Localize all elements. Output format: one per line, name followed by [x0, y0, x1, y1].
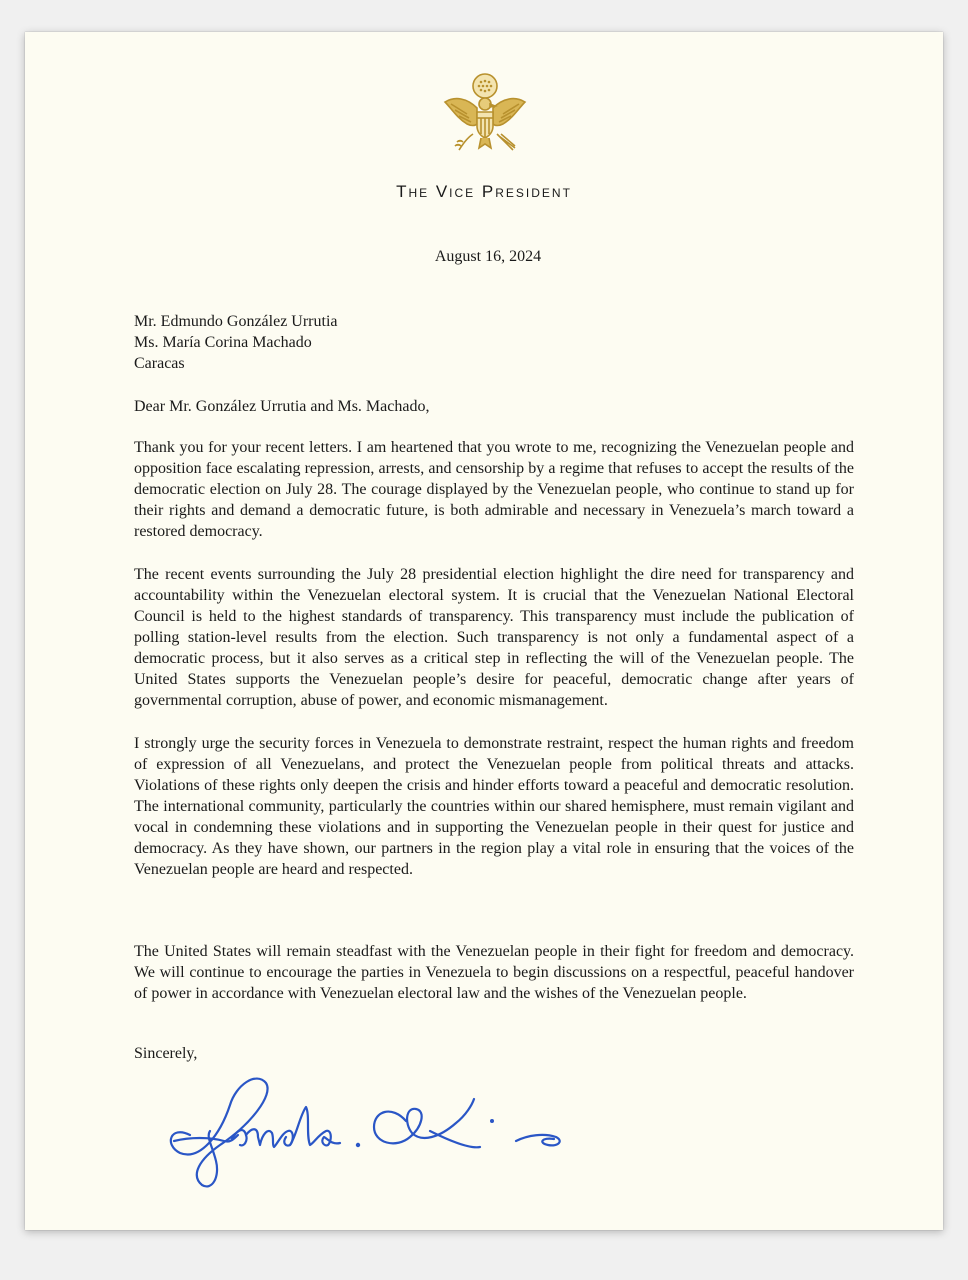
recipient-address — [134, 311, 854, 374]
body-paragraph: The recent events surrounding the July 28 presidential election highlight the dire need for transparency and accountability within the Venezuelan electoral system. It is crucial that the Venezuelan National Electoral Council is held to the highest standards of transparency. This transparency must include the publication of polling station-level results from the election. Such transparency is not only a fundamental aspect of a democratic process, but it also serves as a critical step in reflecting the will of the Venezuelan people. The United States supports the Venezuelan people’s desire for peaceful, democratic change after years of governmental corruption, abuse of power, and economic mismanagement. — [134, 566, 854, 709]
address-line: Mr. Edmundo González Urrutia — [134, 313, 338, 330]
address-line: Caracas — [134, 355, 185, 372]
handwritten-signature — [160, 1065, 580, 1195]
address-line: Ms. María Corina Machado — [134, 334, 312, 351]
body-paragraph: Thank you for your recent letters. I am heartened that you wrote to me, recognizing the Venezuelan people and opposition face escalating repression, arrests, and censorship by a regime that refuses to accept the results of the democratic election on July 28. The courage displayed by the Venezuelan people, who continue to stand up for their rights and demand a democratic future, is both admirable and necessary in Venezuela’s march toward a restored democracy. — [134, 439, 854, 540]
salutation: Dear Mr. González Urrutia and Ms. Machado, — [134, 398, 430, 415]
closing: Sincerely, — [134, 1045, 198, 1062]
letter-date: August 16, 2024 — [434, 248, 542, 265]
body-paragraph: I strongly urge the security forces in Venezuela to demonstrate restraint, respect the human rights and freedom of expression of all Venezuelans, and protect the Venezuelan people from political threats and attacks. Violations of these rights only deepen the crisis and hinder efforts toward a peaceful and democratic resolution. The international community, particularly the countries within our shared hemisphere, must remain vigilant and vocal in condemning these violations and in supporting the Venezuelan people in their quest for justice and democracy. As they have shown, our partners in the region play a vital role in ensuring that the voices of the Venezuelan people are heard and respected. — [134, 735, 854, 878]
body-paragraph: The United States will remain steadfast with the Venezuelan people in their fight for freedom and democracy. We will continue to encourage the parties in Venezuela to begin discussions on a respectful, peaceful handover of power in accordance with Venezuelan electoral law and the wishes of the Venezuelan people. — [134, 943, 854, 1002]
vice-presidential-seal-icon — [437, 68, 533, 164]
letterhead-title: The Vice President — [396, 182, 572, 201]
